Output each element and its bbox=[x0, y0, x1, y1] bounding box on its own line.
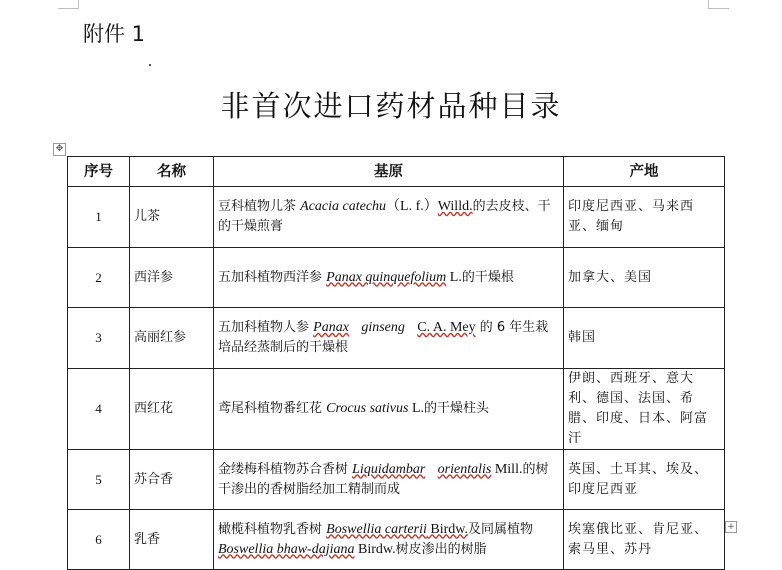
source-author: Birdw. bbox=[426, 521, 468, 537]
header-name: 名称 bbox=[130, 157, 214, 187]
source-mid: 及同属植物 bbox=[467, 521, 533, 537]
source-author: Mill. bbox=[491, 461, 523, 477]
row-no: 4 bbox=[68, 369, 130, 450]
stray-dot bbox=[149, 64, 151, 66]
row-source bbox=[214, 248, 564, 308]
row-origin: 英国、土耳其、埃及、印度尼西亚 bbox=[564, 450, 725, 510]
row-no: 6 bbox=[68, 510, 130, 570]
source-pre: 豆科植物儿茶 bbox=[218, 199, 301, 214]
row-name: 苏合香 bbox=[130, 450, 214, 510]
table-row bbox=[68, 187, 725, 248]
source-post: 的去皮枝、干的干燥煎膏 bbox=[218, 199, 551, 234]
row-name: 西红花 bbox=[130, 369, 214, 450]
source-latin-species: ginseng bbox=[361, 320, 405, 335]
row-origin: 印度尼西亚、马来西亚、缅甸 bbox=[564, 187, 725, 248]
row-source bbox=[214, 510, 564, 570]
source-latin: Crocus sativus bbox=[326, 401, 409, 416]
source-post: 的树干渗出的香树脂经加工精制而成 bbox=[218, 461, 549, 497]
source-author: L. bbox=[408, 401, 425, 416]
table-row bbox=[68, 248, 725, 308]
row-origin: 埃塞俄比亚、肯尼亚、索马里、苏丹 bbox=[564, 510, 725, 570]
source-pre: 橄榄科植物乳香树 bbox=[218, 521, 327, 537]
source-post: 的 6 年生栽培品经蒸制后的干燥根 bbox=[218, 320, 549, 355]
row-origin: 韩国 bbox=[564, 308, 725, 369]
source-author: C. A. Mey bbox=[417, 320, 476, 335]
source-pre: 金缕梅科植物苏合香树 bbox=[218, 461, 353, 477]
source-latin-genus: Panax bbox=[313, 320, 349, 335]
row-source bbox=[214, 369, 564, 450]
source-pre: 鸢尾科植物番红花 bbox=[218, 401, 327, 416]
row-name: 高丽红参 bbox=[130, 308, 214, 369]
table-row bbox=[68, 369, 725, 450]
header-source: 基原 bbox=[214, 157, 564, 187]
document-title: 非首次进口药材品种目录 bbox=[220, 89, 562, 123]
source-author-2: Birdw. bbox=[354, 541, 396, 557]
source-post: 树皮渗出的树脂 bbox=[395, 541, 487, 557]
source-latin-2: Boswellia bhaw-dajiana bbox=[218, 541, 355, 557]
row-name: 西洋参 bbox=[130, 248, 214, 308]
row-no: 2 bbox=[68, 248, 130, 308]
page-corner-mark-left bbox=[58, 0, 79, 9]
herb-catalog-table bbox=[67, 156, 725, 570]
page-corner-mark-right bbox=[708, 0, 729, 9]
row-no: 1 bbox=[68, 187, 130, 248]
header-no: 序号 bbox=[68, 157, 130, 187]
source-author: Willd. bbox=[437, 199, 473, 214]
source-latin-genus: Liquidambar bbox=[352, 461, 426, 477]
source-post: 的干燥根 bbox=[461, 269, 514, 285]
row-origin: 加拿大、美国 bbox=[564, 248, 725, 308]
row-source bbox=[214, 187, 564, 248]
table-resize-handle-icon[interactable]: + bbox=[725, 521, 737, 533]
table-row bbox=[68, 308, 725, 369]
attachment-label: 附件 1 bbox=[83, 22, 146, 46]
source-latin: Acacia catechu bbox=[300, 199, 387, 214]
row-origin: 伊朗、西班牙、意大利、德国、法国、希腊、印度、日本、阿富汗 bbox=[564, 369, 725, 450]
table-header-row bbox=[68, 157, 725, 187]
source-post: 的干燥柱头 bbox=[424, 401, 490, 416]
table-row bbox=[68, 510, 725, 570]
row-source bbox=[214, 450, 564, 510]
row-no: 5 bbox=[68, 450, 130, 510]
table-move-handle-icon[interactable]: ✥ bbox=[53, 143, 66, 156]
source-author: L. bbox=[446, 269, 462, 285]
row-source bbox=[214, 308, 564, 369]
source-pre: 五加科植物西洋参 bbox=[218, 269, 327, 285]
row-name: 乳香 bbox=[130, 510, 214, 570]
table-row bbox=[68, 450, 725, 510]
header-origin: 产地 bbox=[564, 157, 725, 187]
source-latin-species: orientalis bbox=[437, 461, 492, 477]
source-mid: （L. f.） bbox=[386, 199, 438, 214]
source-latin: Boswellia carterii bbox=[326, 521, 427, 537]
source-pre: 五加科植物人参 bbox=[218, 320, 314, 335]
row-name: 儿茶 bbox=[130, 187, 214, 248]
row-no: 3 bbox=[68, 308, 130, 369]
source-latin: Panax quinquefolium bbox=[326, 269, 447, 285]
